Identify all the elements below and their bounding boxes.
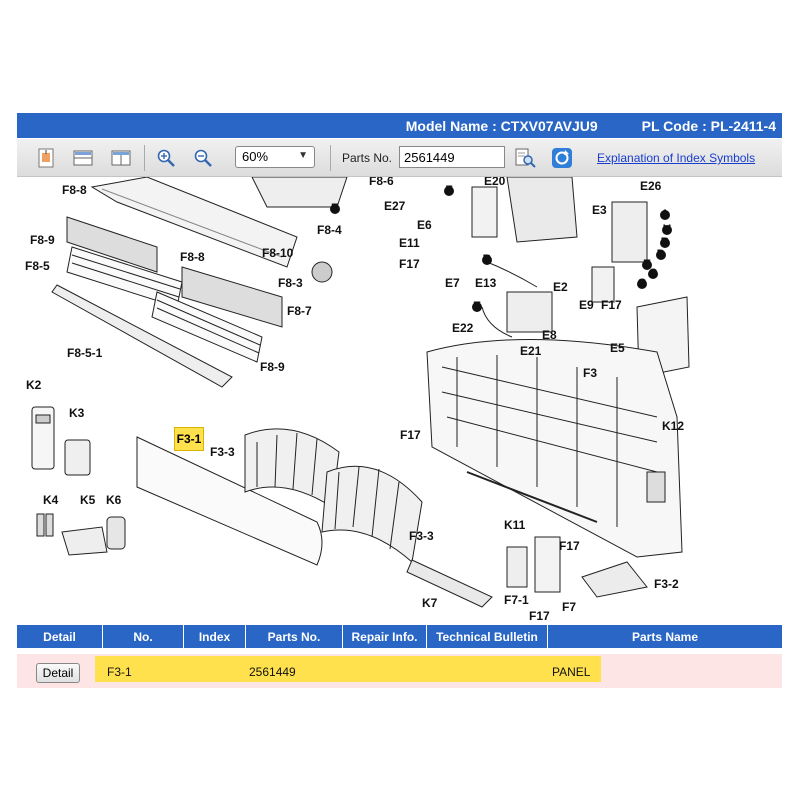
parts-no-label: Parts No. [342,151,393,165]
row-highlight [95,656,601,682]
part-label: F17 [529,609,550,623]
part-label: F3 [583,366,598,380]
part-label: F8-5-1 [67,346,103,360]
col-header-detail: Detail [17,625,103,648]
cell-no: F3-1 [107,665,132,679]
part-label: F8-4 [317,223,342,237]
part-label: K5 [80,493,96,507]
page-icon [37,147,55,169]
col-header-parts-no: Parts No. [246,625,343,648]
cell-parts-no: 2561449 [249,665,296,679]
part-label: K3 [69,406,85,420]
part-label: F8-10 [262,246,294,260]
zoom-value: 60% [242,149,269,164]
zoom-out-button[interactable] [190,145,216,171]
zoom-in-button[interactable] [153,145,179,171]
cell-parts-name: PANEL [552,665,591,679]
vertical-split-button[interactable] [108,145,134,171]
table-row [17,654,782,688]
refresh-icon [551,147,573,169]
title-bar [17,113,782,138]
col-header-no: No. [103,625,184,648]
part-label: E13 [475,276,497,290]
index-symbol: C [648,266,658,280]
index-symbol: B [660,235,670,249]
part-label: F17 [601,298,622,312]
chevron-down-icon: ▼ [298,150,308,161]
pl-code: PL Code : PL-2411-4 [641,117,776,134]
zoom-out-icon [193,148,213,168]
part-label: F3-3 [409,529,434,543]
part-label: E11 [399,236,420,250]
part-label: K11 [504,518,526,532]
part-label: F8-8 [62,183,87,197]
index-symbol: G [637,276,647,290]
part-label: F8-5 [25,259,50,273]
diagram-drawing [17,177,782,624]
document-search-icon [514,147,536,169]
parts-search-button[interactable] [512,145,538,171]
part-label: F3-2 [654,577,679,591]
part-label: E9 [579,298,594,312]
print-page-button[interactable] [33,145,59,171]
index-symbol: A [660,207,670,221]
horizontal-split-button[interactable] [70,145,96,171]
model-name: Model Name : CTXV07AVJU9 [405,117,598,134]
index-symbol: E [642,257,652,271]
part-label: F8-6 [369,177,394,188]
refresh-button[interactable] [549,145,575,171]
part-label: F17 [559,539,580,553]
part-label: K6 [106,493,122,507]
index-symbol: D [656,247,666,261]
part-label: E2 [553,280,568,294]
part-label: E27 [384,199,406,213]
part-label: E21 [520,344,542,358]
index-symbol: B [482,252,492,266]
explanation-of-index-symbols-link[interactable]: Explanation of Index Symbols [597,151,756,165]
part-label: F8-9 [30,233,55,247]
part-label: F8-7 [287,304,312,318]
col-header-index: Index [184,625,246,648]
part-label: K12 [662,419,685,433]
index-symbol: H [662,222,672,236]
detail-button[interactable]: Detail [36,663,80,683]
part-label: E26 [640,179,662,193]
col-header-technical-bulletin: Technical Bulletin [427,625,548,648]
part-label: F8-8 [180,250,205,264]
index-symbol: F [445,183,453,197]
part-label: K7 [422,596,438,610]
highlighted-part-callout[interactable]: F3-1 [174,427,204,451]
part-label: F3-3 [210,445,235,459]
zoom-select[interactable] [235,146,315,168]
part-label: E8 [542,328,557,342]
part-label: F8-3 [278,276,303,290]
parts-table-header [17,625,782,648]
index-symbol: E [472,299,482,313]
index-symbol: E [330,201,340,215]
part-label: E5 [610,341,625,355]
part-label: F17 [399,257,420,271]
part-label: K4 [43,493,59,507]
exploded-parts-diagram [17,177,782,624]
part-label: E7 [445,276,460,290]
part-label: E3 [592,203,607,217]
part-label: F7-1 [504,593,529,607]
col-header-repair-info: Repair Info. [343,625,427,648]
parts-no-input[interactable] [399,146,505,168]
part-label: F7 [562,600,577,614]
toolbar [17,139,782,177]
col-header-parts-name: Parts Name [631,629,699,644]
part-label: E20 [484,177,506,188]
horizontal-split-icon [73,149,93,167]
vertical-split-icon [111,149,131,167]
part-label: F17 [400,428,421,442]
part-label: F8-9 [260,360,285,374]
part-label: E6 [417,218,432,232]
zoom-in-icon [156,148,176,168]
part-label: E22 [452,321,474,335]
part-label: K2 [26,378,42,392]
